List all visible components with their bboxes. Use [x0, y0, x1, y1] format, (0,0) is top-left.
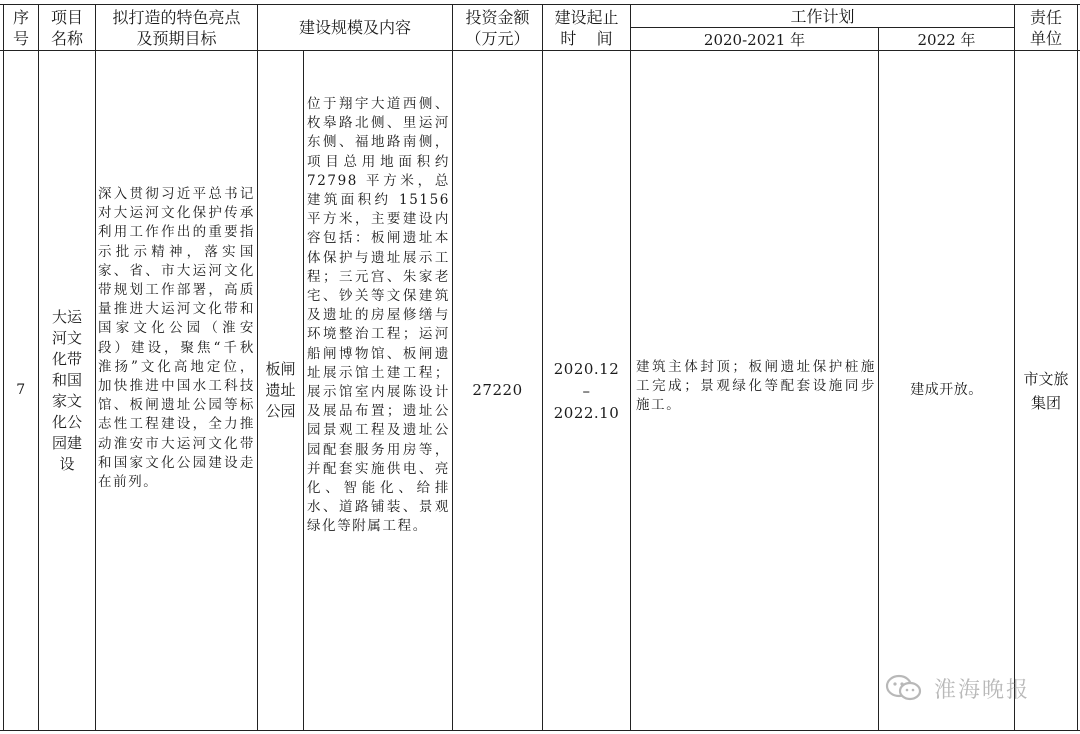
- header-plan-2022: 2022 年: [917, 30, 976, 49]
- header-investment: 投资金额 （万元）: [465, 7, 530, 48]
- watermark-text: 淮海晚报: [934, 677, 1031, 703]
- header-plan: 工作计划: [790, 6, 855, 26]
- header-features: 拟打造的特色亮点 及预期目标: [112, 7, 241, 48]
- header-responsible: 责任 单位: [1029, 7, 1062, 48]
- header-scope: 建设规模及内容: [298, 18, 411, 37]
- row-sub-project: 板闸 遗址 公园: [265, 360, 296, 420]
- row-investment: 27220: [472, 381, 523, 399]
- row-scope: 位于翔宇大道西侧、枚皋路北侧、里运河东侧、福地路南侧，项目总用地面积约 72798 平方米，总建筑面积约 15156 平方米，主要建设内容包括：板闸遗址本体保护与遗址展示工程；三元宫、朱家老宅、钞关等文保建筑及遗址的房屋修缮与环境整治工程；运河船闸博物馆、板闸遗址展示馆土建工程；展示馆室内展陈设计及展品布置；遗址公园景观工程及遗址公园配套服务用房等，并配套实施供电、亮化、智能化、给排水、道路铺装、景观绿化等附属工程。: [307, 96, 450, 535]
- row-seq: 7: [16, 382, 26, 398]
- header-name: 项目 名称: [50, 7, 83, 48]
- row-plan-2020-2021: 建筑主体封顶；板闸遗址保护桩施工完成；景观绿化等配套设施同步施工。: [636, 359, 876, 414]
- row-project-name: 大运 河文 化带 和国 家文 化公 园建 设: [51, 307, 82, 473]
- watermark: [884, 668, 1030, 708]
- row-plan-2022: 建成开放。: [910, 382, 983, 398]
- row-responsible: 市文旅 集团: [1023, 369, 1069, 412]
- wechat-icon: [884, 673, 924, 703]
- row-period: 2020.12 – 2022.10: [553, 359, 620, 422]
- header-plan-2020-2021: 2020-2021 年: [703, 30, 806, 49]
- header-seq: 序 号: [12, 7, 29, 48]
- header-period: 建设起止 时 间: [554, 7, 619, 48]
- row-features: 深入贯彻习近平总书记对大运河文化保护传承利用工作作出的重要指示批示精神，落实国家、省、市大运河文化带规划工作部署，高质量推进大运河文化带和国家文化公园（淮安段）建设，聚焦“千秋淮扬”文化高地定位，加快推进中国水工科技馆、板闸遗址公园等标志性工程建设，全力推动淮安市大运河文化带和国家文化公园建设走在前列。: [98, 186, 255, 491]
